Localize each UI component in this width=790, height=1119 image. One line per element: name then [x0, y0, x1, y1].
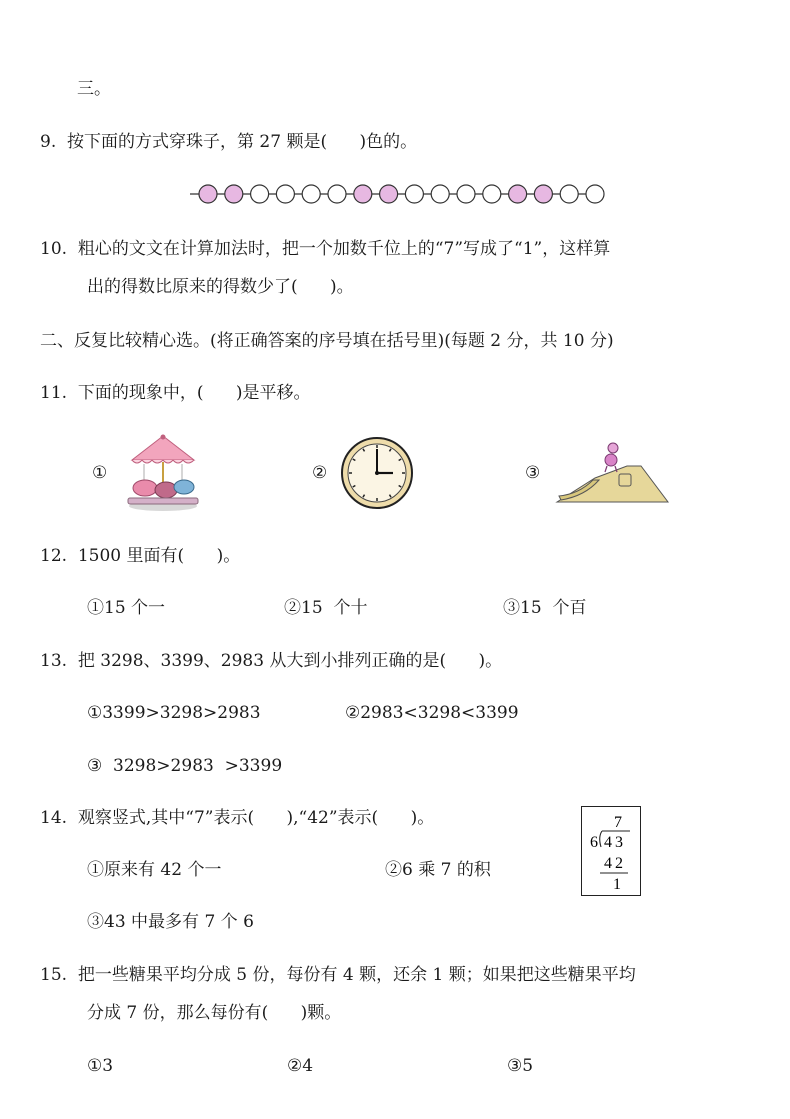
previous-question-tail: 三。 — [77, 79, 111, 99]
bead-pink — [380, 185, 398, 203]
question-15-line1: 15. 把一些糖果平均分成 5 份，每份有 4 颗，还余 1 颗；如果把这些糖果平均 — [40, 965, 636, 985]
question-10-line2: 出的得数比原来的得数少了( )。 — [87, 277, 354, 297]
q11-option-2-marker: ② — [312, 463, 328, 483]
section-2-heading: 二、反复比较精心选。(将正确答案的序号填在括号里)(每题 2 分，共 10 分) — [40, 331, 614, 351]
q14-option-3: ③43 中最多有 7 个 6 — [87, 912, 254, 932]
q15-option-3: ③5 — [507, 1056, 534, 1076]
carousel-image — [122, 432, 204, 512]
bead-white — [431, 185, 449, 203]
bead-white — [560, 185, 578, 203]
q11-option-3-marker: ③ — [525, 463, 541, 483]
question-12-text: 12. 1500 里面有( )。 — [40, 546, 241, 566]
q15-option-2: ②4 — [287, 1056, 314, 1076]
bead-white — [405, 185, 423, 203]
q14-option-2: ②6 乘 7 的积 — [385, 860, 491, 880]
division-dividend: 43 — [604, 834, 626, 851]
bead-string-figure — [188, 182, 604, 206]
question-9-text: 9. 按下面的方式穿珠子，第 27 颗是( )色的。 — [40, 132, 418, 152]
q13-option-1: ①3399>3298>2983 — [87, 703, 261, 723]
question-15-line2: 分成 7 份，那么每份有( )颗。 — [87, 1003, 342, 1023]
question-13-text: 13. 把 3298、3399、2983 从大到小排列正确的是( )。 — [40, 651, 503, 671]
q13-option-3: ③ 3298>2983 >3399 — [87, 756, 283, 776]
question-11-text: 11. 下面的现象中，( )是平移。 — [40, 383, 311, 403]
bead-white — [457, 185, 475, 203]
bead-white — [483, 185, 501, 203]
bead-pink — [354, 185, 372, 203]
clock-image — [340, 436, 414, 510]
bead-white — [251, 185, 269, 203]
q12-option-1: ①15 个一 — [87, 598, 166, 618]
division-remainder: 1 — [613, 876, 621, 893]
slide-image — [555, 436, 670, 506]
q15-option-1: ①3 — [87, 1056, 114, 1076]
bead-pink — [509, 185, 527, 203]
bead-white — [586, 185, 604, 203]
q12-option-2: ②15 个十 — [284, 598, 368, 618]
bead-pink — [225, 185, 243, 203]
q11-option-1-marker: ① — [92, 463, 108, 483]
q12-option-3: ③15 个百 — [503, 598, 587, 618]
division-quotient: 7 — [614, 814, 622, 831]
bead-white — [328, 185, 346, 203]
bead-pink — [199, 185, 217, 203]
bead-pink — [534, 185, 552, 203]
bead-white — [276, 185, 294, 203]
long-division-box — [581, 806, 641, 896]
question-10-line1: 10. 粗心的文文在计算加法时，把一个加数千位上的“7”写成了“1”，这样算 — [40, 239, 611, 259]
division-divisor: 6 — [590, 834, 598, 851]
bead-white — [302, 185, 320, 203]
division-product: 42 — [604, 855, 626, 872]
question-14-text: 14. 观察竖式,其中“7”表示( ),“42”表示( )。 — [40, 808, 435, 828]
long-division-lines — [582, 807, 640, 895]
q13-option-2: ②2983<3298<3399 — [345, 703, 519, 723]
q14-option-1: ①原来有 42 个一 — [87, 860, 222, 880]
